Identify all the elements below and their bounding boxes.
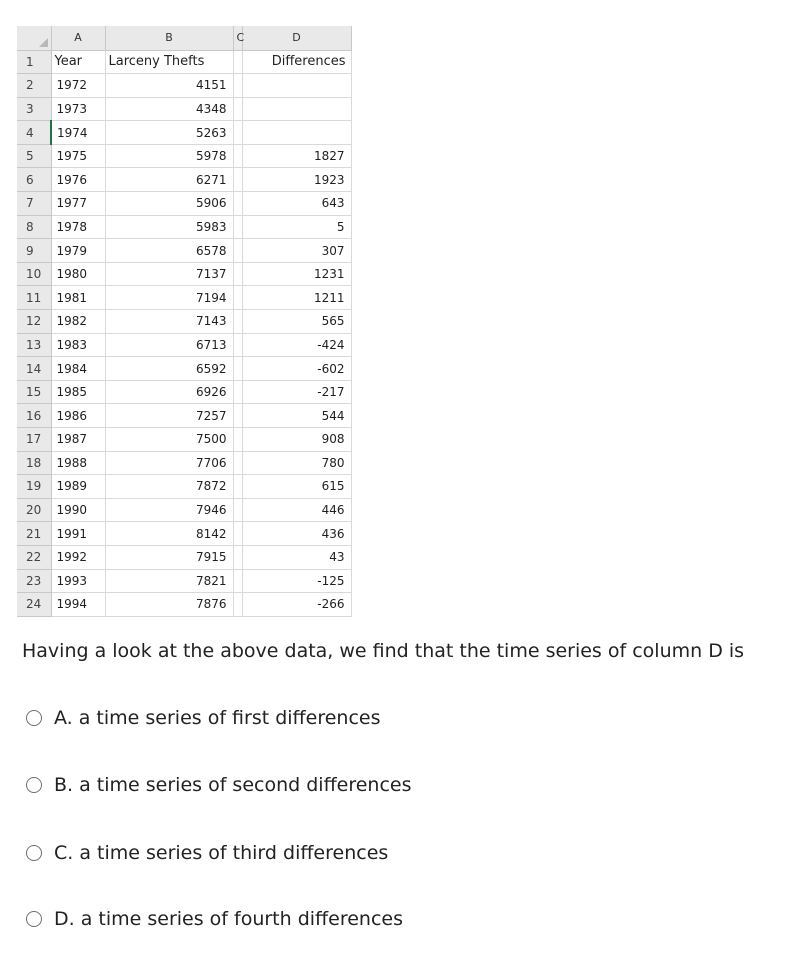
- year-cell: 1981: [51, 286, 105, 310]
- option-label: D. a time series of fourth differences: [54, 908, 403, 930]
- thefts-header: Larceny Thefts: [105, 50, 233, 74]
- empty-cell: [233, 451, 242, 475]
- difference-cell: 436: [242, 522, 351, 546]
- thefts-cell: 7946: [105, 498, 233, 522]
- difference-cell: -125: [242, 569, 351, 593]
- year-cell: 1978: [51, 215, 105, 239]
- empty-cell: [233, 286, 242, 310]
- year-cell: 1991: [51, 522, 105, 546]
- difference-cell: 446: [242, 498, 351, 522]
- table-row: [17, 522, 351, 546]
- year-cell: 1979: [51, 239, 105, 263]
- thefts-cell: 6926: [105, 380, 233, 404]
- option-label: C. a time series of third differences: [54, 842, 389, 864]
- thefts-cell: 4151: [105, 74, 233, 98]
- difference-cell: 565: [242, 310, 351, 334]
- table-row: [17, 286, 351, 310]
- spreadsheet-image: [17, 26, 352, 617]
- difference-cell: -602: [242, 357, 351, 381]
- column-header-row: [17, 26, 351, 50]
- table-row: [17, 498, 351, 522]
- row-number: 22: [17, 545, 51, 569]
- thefts-cell: 5906: [105, 192, 233, 216]
- empty-cell: [233, 144, 242, 168]
- empty-cell: [233, 522, 242, 546]
- difference-cell: 544: [242, 404, 351, 428]
- select-all-corner: [17, 26, 51, 50]
- column-header-a: A: [51, 26, 105, 50]
- empty-cell: [233, 380, 242, 404]
- thefts-cell: 6713: [105, 333, 233, 357]
- table-row: [17, 192, 351, 216]
- difference-cell: 1827: [242, 144, 351, 168]
- row-number: 14: [17, 357, 51, 381]
- empty-cell: [233, 262, 242, 286]
- thefts-cell: 6592: [105, 357, 233, 381]
- thefts-cell: 6578: [105, 239, 233, 263]
- row-number: 10: [17, 262, 51, 286]
- thefts-cell: 7137: [105, 262, 233, 286]
- row-number: 23: [17, 569, 51, 593]
- thefts-cell: 6271: [105, 168, 233, 192]
- year-cell: 1994: [51, 593, 105, 617]
- table-row: [17, 215, 351, 239]
- table-row: [17, 239, 351, 263]
- column-header-d: D: [242, 26, 351, 50]
- empty-cell: [233, 168, 242, 192]
- row-number: 3: [17, 97, 51, 121]
- year-cell: 1993: [51, 569, 105, 593]
- table-row: [17, 545, 351, 569]
- year-cell: 1984: [51, 357, 105, 381]
- thefts-cell: 7706: [105, 451, 233, 475]
- row-number: 15: [17, 380, 51, 404]
- empty-cell: [233, 50, 242, 74]
- row-number: 8: [17, 215, 51, 239]
- thefts-cell: 4348: [105, 97, 233, 121]
- year-cell: 1983: [51, 333, 105, 357]
- difference-cell: -217: [242, 380, 351, 404]
- year-cell: 1980: [51, 262, 105, 286]
- table-row: [17, 404, 351, 428]
- difference-cell: 780: [242, 451, 351, 475]
- difference-cell: [242, 97, 351, 121]
- table-row: [17, 569, 351, 593]
- year-header: Year: [51, 50, 105, 74]
- radio-circle-icon[interactable]: [26, 777, 42, 793]
- radio-circle-icon[interactable]: [26, 710, 42, 726]
- radio-circle-icon[interactable]: [26, 911, 42, 927]
- thefts-cell: 7500: [105, 428, 233, 452]
- difference-cell: 307: [242, 239, 351, 263]
- empty-cell: [233, 239, 242, 263]
- year-cell: 1976: [51, 168, 105, 192]
- row-number: 6: [17, 168, 51, 192]
- row-number: 7: [17, 192, 51, 216]
- difference-cell: [242, 74, 351, 98]
- thefts-cell: 7257: [105, 404, 233, 428]
- row-number: 13: [17, 333, 51, 357]
- empty-cell: [233, 215, 242, 239]
- row-number: 20: [17, 498, 51, 522]
- option-d[interactable]: [26, 906, 403, 932]
- table-row: [17, 144, 351, 168]
- row-number: 21: [17, 522, 51, 546]
- row-number: 2: [17, 74, 51, 98]
- year-cell: 1974: [51, 121, 105, 145]
- radio-circle-icon[interactable]: [26, 845, 42, 861]
- empty-cell: [233, 121, 242, 145]
- column-header-b: B: [105, 26, 233, 50]
- table-row: [17, 380, 351, 404]
- table-row: [17, 121, 351, 145]
- row-number: 5: [17, 144, 51, 168]
- table-row: [17, 357, 351, 381]
- table-row: [17, 593, 351, 617]
- option-a[interactable]: [26, 705, 381, 731]
- year-cell: 1972: [51, 74, 105, 98]
- thefts-cell: 7876: [105, 593, 233, 617]
- difference-cell: 908: [242, 428, 351, 452]
- empty-cell: [233, 333, 242, 357]
- empty-cell: [233, 310, 242, 334]
- column-header-c: C: [233, 26, 242, 50]
- table-header-row: [17, 50, 351, 74]
- option-label: B. a time series of second differences: [54, 774, 412, 796]
- table-row: [17, 451, 351, 475]
- option-label: A. a time series of first differences: [54, 707, 381, 729]
- row-number: 12: [17, 310, 51, 334]
- year-cell: 1977: [51, 192, 105, 216]
- difference-cell: 5: [242, 215, 351, 239]
- difference-cell: 43: [242, 545, 351, 569]
- year-cell: 1975: [51, 144, 105, 168]
- difference-cell: 1211: [242, 286, 351, 310]
- thefts-cell: 8142: [105, 522, 233, 546]
- table-row: [17, 428, 351, 452]
- empty-cell: [233, 404, 242, 428]
- difference-cell: -266: [242, 593, 351, 617]
- question-text: Having a look at the above data, we find that the time series of column D is: [22, 640, 745, 662]
- row-number: 24: [17, 593, 51, 617]
- table-row: [17, 310, 351, 334]
- year-cell: 1989: [51, 475, 105, 499]
- thefts-cell: 7821: [105, 569, 233, 593]
- row-number: 9: [17, 239, 51, 263]
- empty-cell: [233, 192, 242, 216]
- empty-cell: [233, 593, 242, 617]
- difference-cell: 615: [242, 475, 351, 499]
- difference-cell: 1923: [242, 168, 351, 192]
- row-number: 18: [17, 451, 51, 475]
- year-cell: 1982: [51, 310, 105, 334]
- thefts-cell: 5263: [105, 121, 233, 145]
- option-b[interactable]: [26, 772, 412, 798]
- row-number: 17: [17, 428, 51, 452]
- year-cell: 1988: [51, 451, 105, 475]
- difference-cell: 643: [242, 192, 351, 216]
- row-number: 16: [17, 404, 51, 428]
- empty-cell: [233, 498, 242, 522]
- difference-cell: 1231: [242, 262, 351, 286]
- empty-cell: [233, 74, 242, 98]
- empty-cell: [233, 475, 242, 499]
- year-cell: 1992: [51, 545, 105, 569]
- thefts-cell: 7194: [105, 286, 233, 310]
- year-cell: 1990: [51, 498, 105, 522]
- option-c[interactable]: [26, 840, 388, 866]
- row-number: 19: [17, 475, 51, 499]
- empty-cell: [233, 97, 242, 121]
- table-row: [17, 74, 351, 98]
- difference-cell: -424: [242, 333, 351, 357]
- thefts-cell: 5978: [105, 144, 233, 168]
- empty-cell: [233, 357, 242, 381]
- empty-cell: [233, 428, 242, 452]
- row-number: 1: [17, 50, 51, 74]
- empty-cell: [233, 569, 242, 593]
- row-number: 11: [17, 286, 51, 310]
- table-row: [17, 333, 351, 357]
- thefts-cell: 7915: [105, 545, 233, 569]
- empty-cell: [233, 545, 242, 569]
- thefts-cell: 7872: [105, 475, 233, 499]
- thefts-cell: 5983: [105, 215, 233, 239]
- differences-header: Differences: [242, 50, 351, 74]
- table-row: [17, 168, 351, 192]
- difference-cell: [242, 121, 351, 145]
- table-row: [17, 475, 351, 499]
- row-number: 4: [17, 121, 51, 145]
- thefts-cell: 7143: [105, 310, 233, 334]
- year-cell: 1987: [51, 428, 105, 452]
- table-row: [17, 262, 351, 286]
- table-row: [17, 97, 351, 121]
- year-cell: 1973: [51, 97, 105, 121]
- year-cell: 1986: [51, 404, 105, 428]
- year-cell: 1985: [51, 380, 105, 404]
